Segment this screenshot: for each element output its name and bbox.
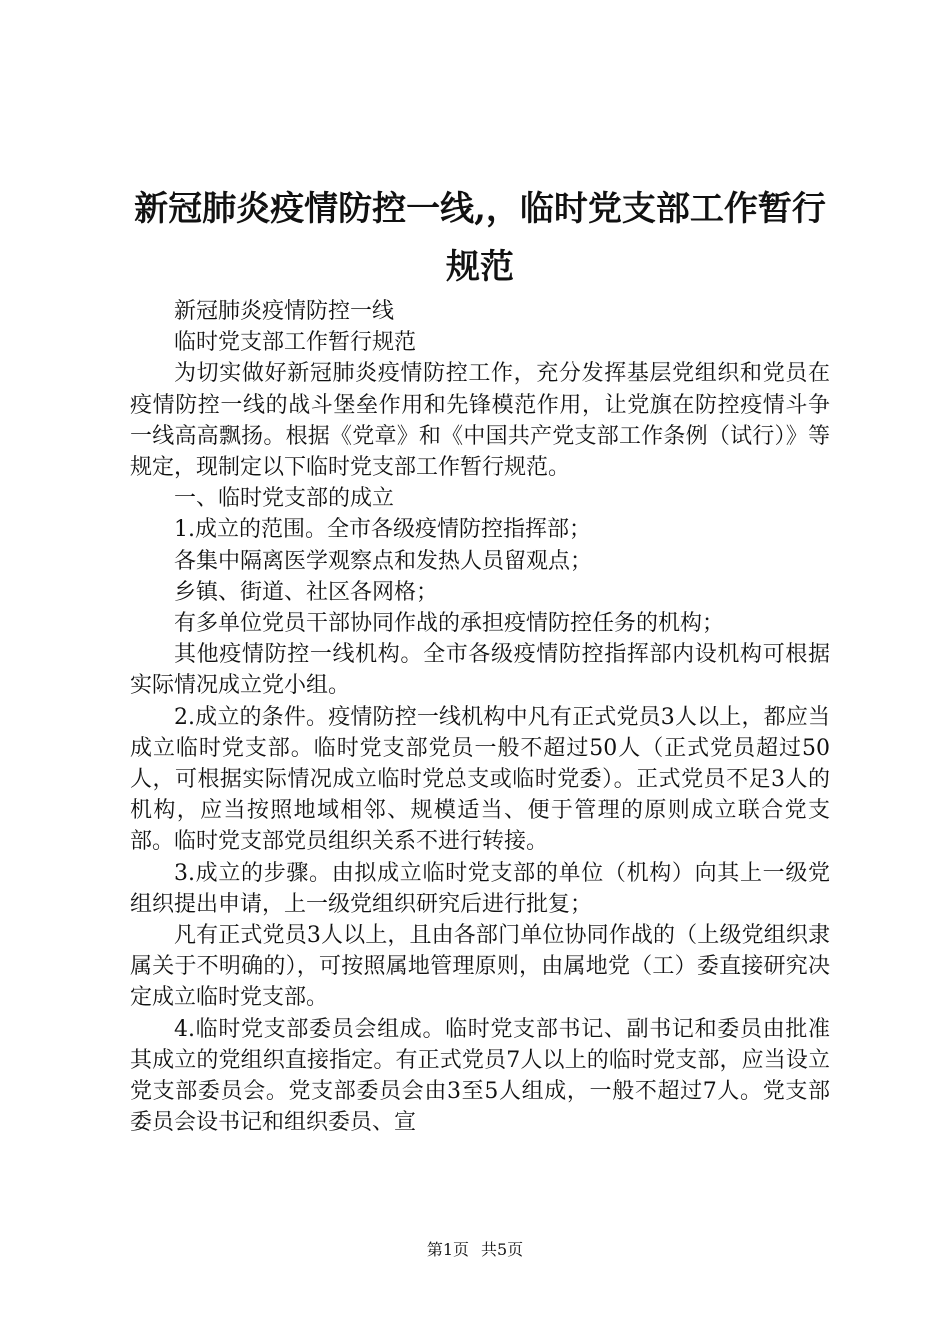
paragraph: 乡镇、街道、社区各网格； <box>174 579 439 605</box>
paragraph: 为切实做好新冠肺炎疫情防控工作，充分发挥基层党组织和党员在疫情防控一线的战斗堡垒作用和先锋模范作用，让党旗在防控疫情斗争一线高高飘扬。根据《党章》和《中国共产党支部工作条例（试行）》等规定，现制定以下临时党支部工作暂行规范。 <box>130 361 830 481</box>
document-title: 新冠肺炎疫情防控一线,，临时党支部工作暂行规范 <box>134 189 826 287</box>
paragraph: 其他疫情防控一线机构。全市各级疫情防控指挥部内设机构可根据实际情况成立党小组。 <box>130 642 830 699</box>
paragraph: 4.临时党支部委员会组成。临时党支部书记、副书记和委员由批准其成立的党组织直接指定。有正式党员7人以上的临时党支部，应当设立党支部委员会。党支部委员会由3至5人组成，一般不超过7人。党支部委员会设书记和组织委员、宣 <box>130 1016 830 1136</box>
paragraph: 新冠肺炎疫情防控一线 <box>174 299 395 324</box>
paragraph: 凡有正式党员3人以上，且由各部门单位协同作战的（上级党组织隶属关于不明确的），可按照属地管理原则，由属地党（工）委直接研究决定成立临时党支部。 <box>130 923 830 1011</box>
paragraph: 1.成立的范围。全市各级疫情防控指挥部； <box>174 517 591 543</box>
document-body <box>130 296 830 1138</box>
paragraph: 临时党支部工作暂行规范 <box>174 330 417 356</box>
section-heading: 一、临时党支部的成立 <box>174 486 395 512</box>
paragraph: 2.成立的条件。疫情防控一线机构中凡有正式党员3人以上，都应当成立临时党支部。临时党支部党员一般不超过50人（正式党员超过50人，可根据实际情况成立临时党总支或临时党委）。正式党员不足3人的机构，应当按照地域相邻、规模适当、便于管理的原则成立联合党支部。临时党支部党员组织关系不进行转接。 <box>130 704 830 855</box>
paragraph: 3.成立的步骤。由拟成立临时党支部的单位（机构）向其上一级党组织提出申请，上一级党组织研究后进行批复； <box>130 860 830 917</box>
paragraph: 各集中隔离医学观察点和发热人员留观点； <box>174 548 593 574</box>
page-footer <box>0 1240 950 1260</box>
paragraph: 有多单位党员干部协同作战的承担疫情防控任务的机构； <box>174 611 725 637</box>
page-total: 共5页 <box>481 1240 524 1259</box>
page-number: 第1页 <box>426 1240 469 1259</box>
